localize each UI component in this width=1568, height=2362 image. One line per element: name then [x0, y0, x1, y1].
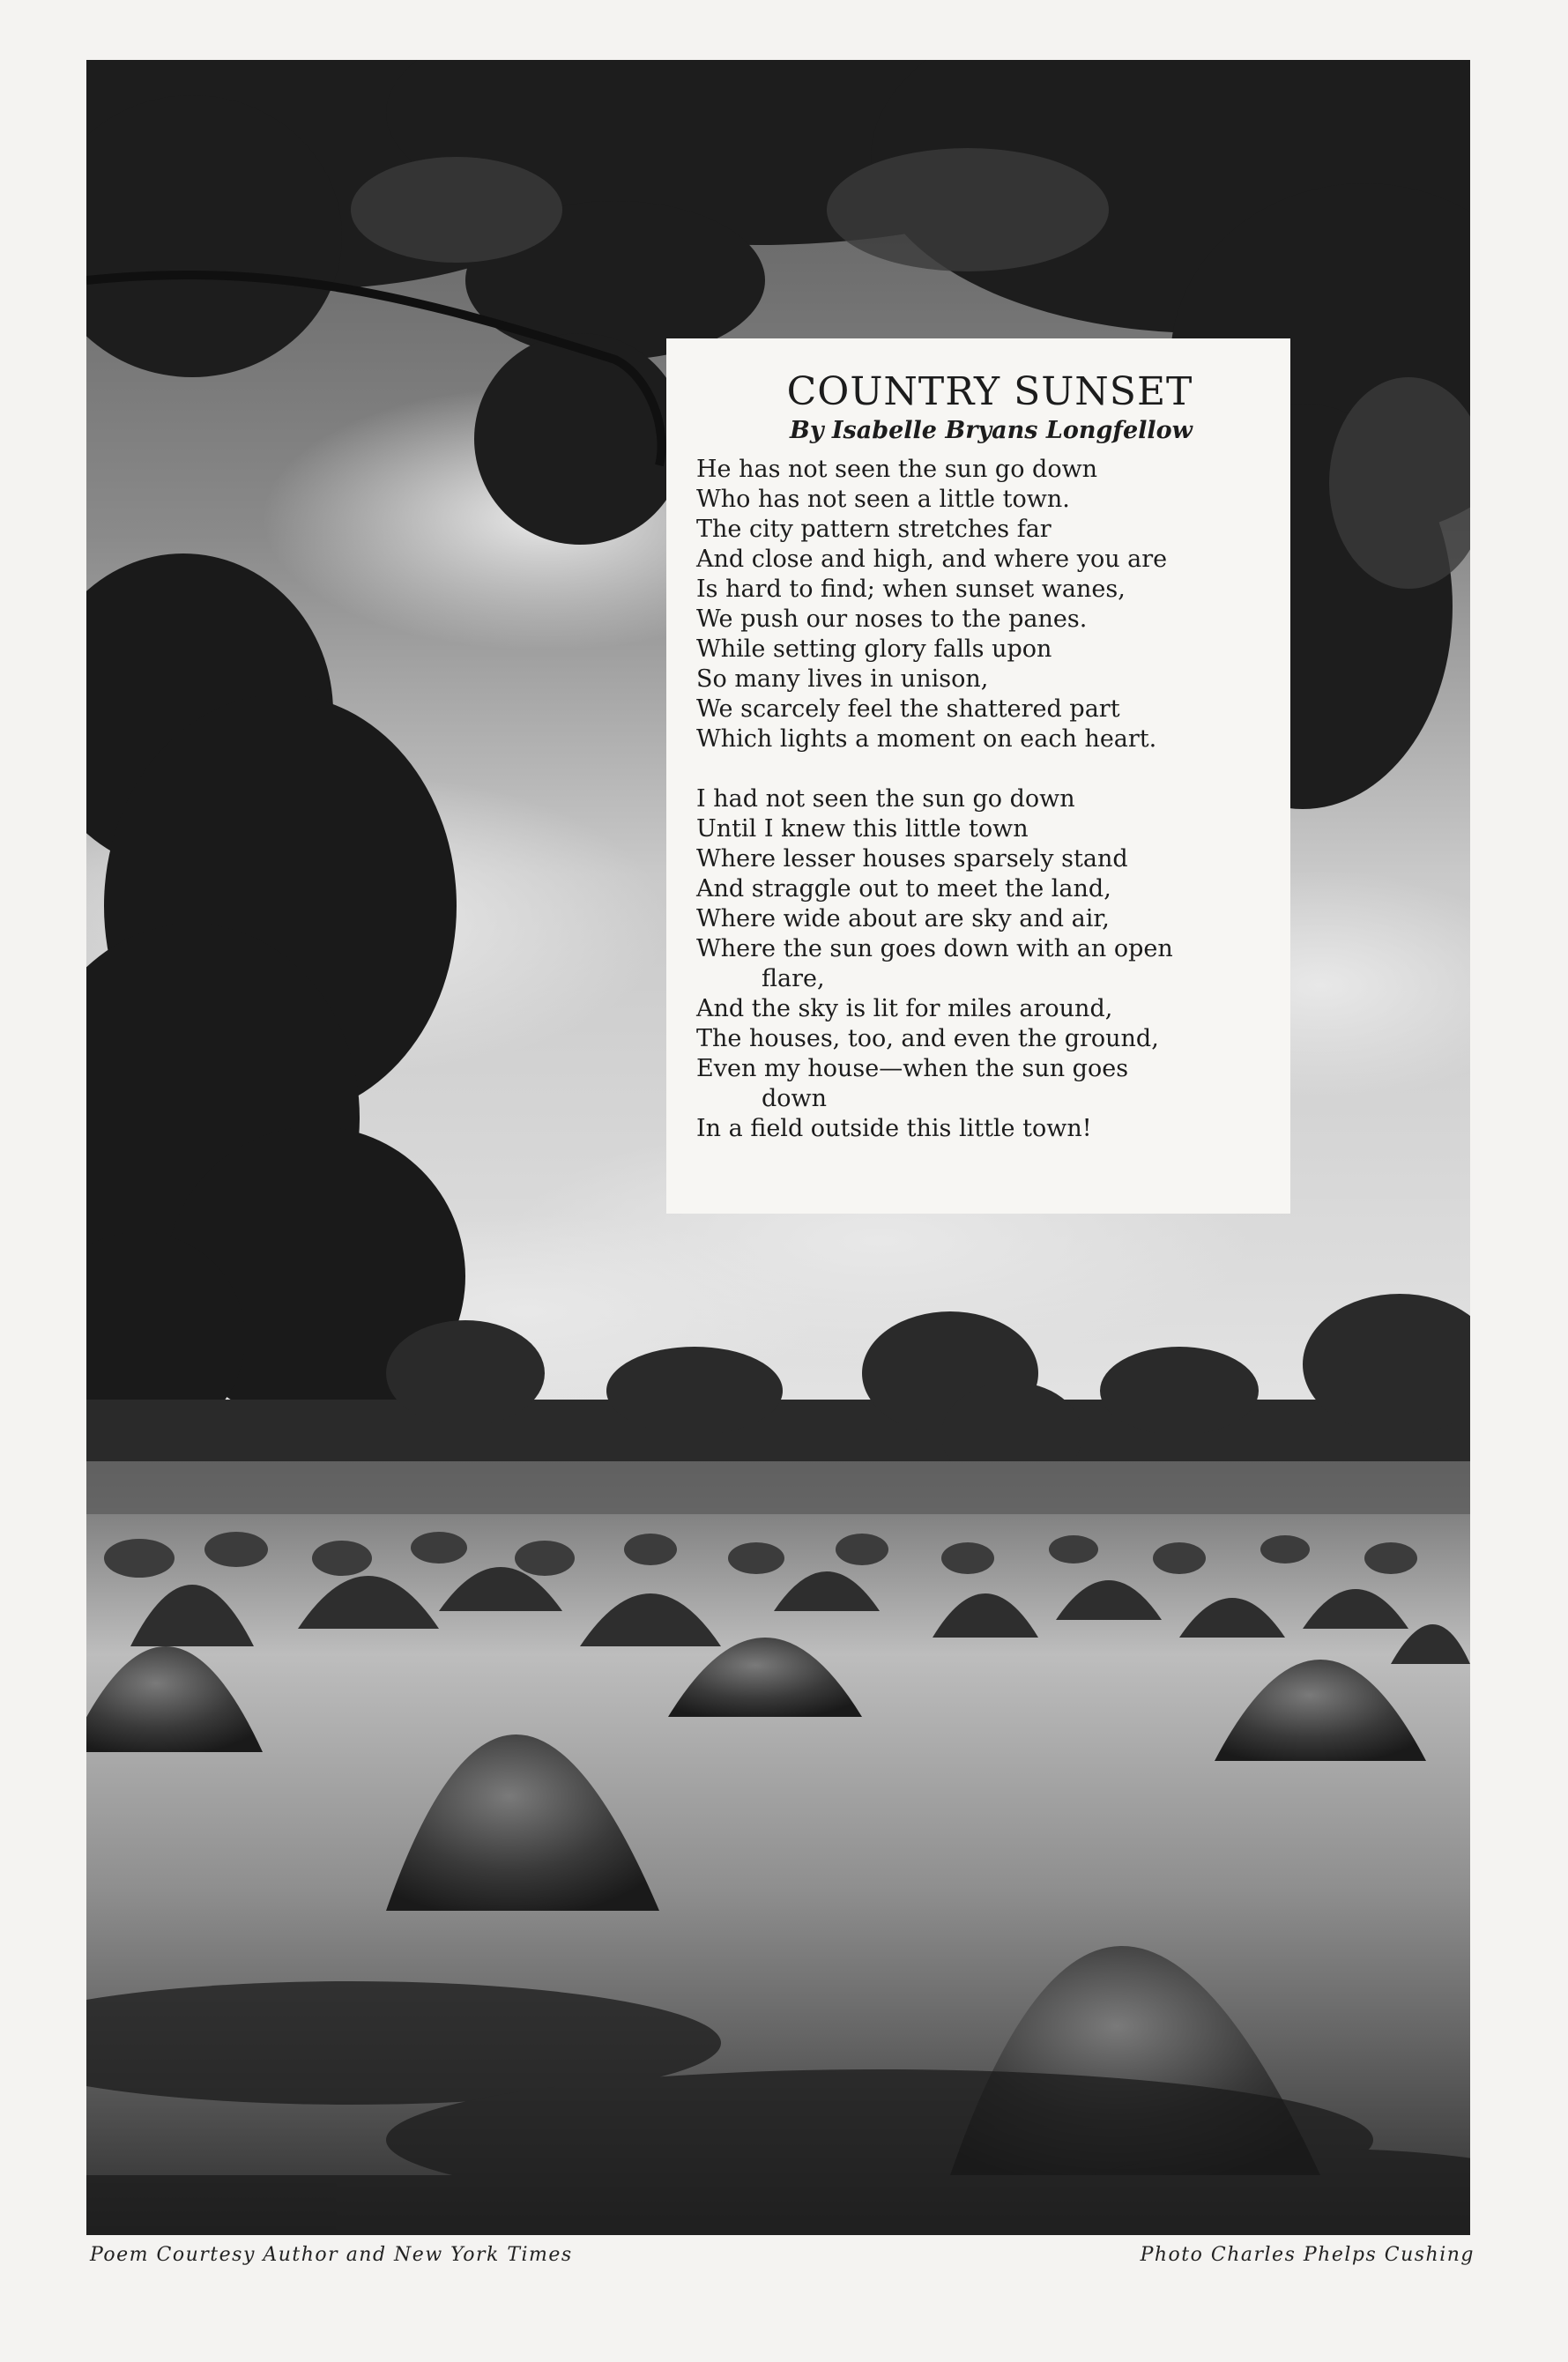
poem-author: By Isabelle Bryans Longfellow	[790, 417, 1193, 444]
stanza-1	[696, 455, 1274, 754]
poem-line: Where lesser houses sparsely stand	[696, 845, 1128, 873]
poem-line-continuation: down	[762, 1085, 828, 1112]
poem-line: The city pattern stretches far	[696, 516, 1052, 543]
poem-line: Which lights a moment on each heart.	[696, 725, 1157, 753]
distant-field	[86, 1461, 1470, 1514]
poem-credit: Poem Courtesy Author and New York Times	[90, 2244, 573, 2266]
poem-line: And straggle out to meet the land,	[696, 875, 1111, 902]
poem-line: Is hard to find; when sunset wanes,	[696, 576, 1126, 603]
poem-line: Where the sun goes down with an open	[696, 935, 1173, 962]
poem-line: While setting glory falls upon	[696, 635, 1052, 663]
poem-line: I had not seen the sun go down	[696, 785, 1075, 813]
poem-title: COUNTRY SUNSET	[786, 369, 1193, 414]
poem-line: The houses, too, and even the ground,	[696, 1025, 1159, 1052]
stanza-2	[696, 784, 1274, 1144]
poem-line: Even my house—when the sun goes	[696, 1055, 1129, 1082]
photo-credit: Photo Charles Phelps Cushing	[1140, 2244, 1475, 2266]
poem-line: So many lives in unison,	[696, 665, 989, 693]
poem-line: In a field outside this little town!	[696, 1115, 1092, 1142]
poem-line: And close and high, and where you are	[696, 546, 1168, 573]
poem-line: Where wide about are sky and air,	[696, 905, 1110, 932]
poem-line: We scarcely feel the shattered part	[696, 695, 1120, 723]
poem-panel	[666, 338, 1290, 1214]
poem-line: We push our noses to the panes.	[696, 605, 1088, 633]
poem-line: Who has not seen a little town.	[696, 486, 1070, 513]
poem-line: He has not seen the sun go down	[696, 456, 1098, 483]
poem-line: Until I knew this little town	[696, 815, 1029, 843]
poem-line-continuation: flare,	[762, 965, 825, 992]
poem-line: And the sky is lit for miles around,	[696, 995, 1113, 1022]
